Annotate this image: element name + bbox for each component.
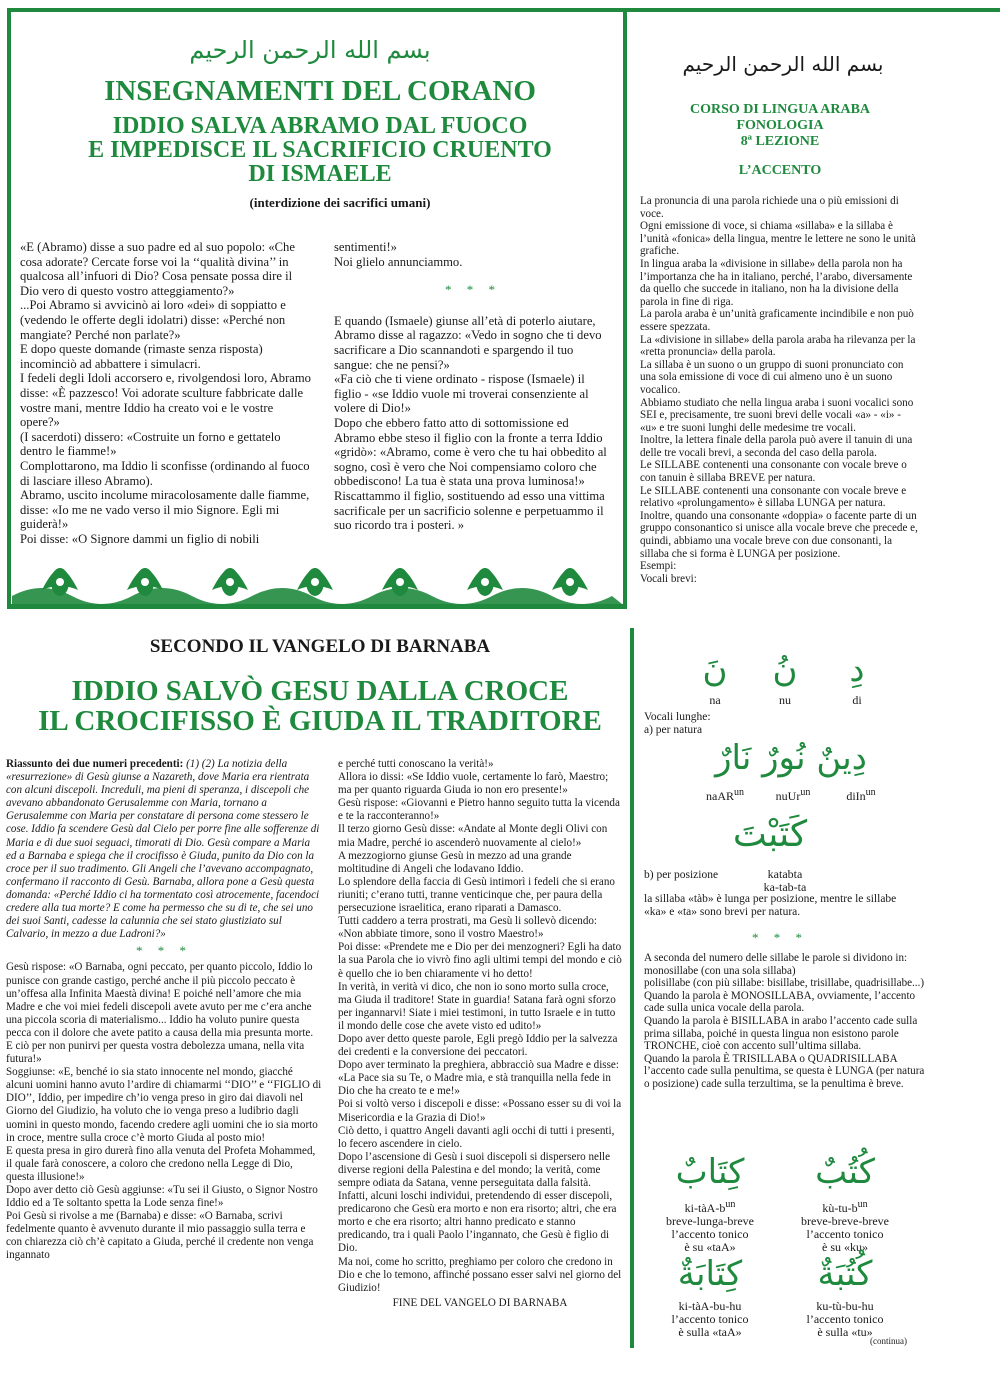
long-vowel-diin (826, 786, 896, 803)
continua-label: (continua) (870, 1336, 907, 1346)
barnaba-paragraph: Dopo l’ascensione di Gesù i suoi discepoli si dispersero nelle diverse regioni della Palestina e del mondo; la verità, come sempre odiata da Satana, venne perseguitata dalla falsità. (338, 1150, 611, 1189)
barnaba-paragraph: Dopo aver detto queste parole, Egli pregò Iddio per la salvezza dei credenti e la conversione dei peccatori. (338, 1032, 618, 1059)
corso-paragraph: Inoltre, la lettera finale della parola può avere il tanuin di una delle tre vocali brevi, a seconda del caso della parola. (640, 434, 913, 459)
barnaba-title-1: IDDIO SALVÒ GESU DALLA CROCE (71, 675, 569, 707)
barnaba-title-2: IL CROCIFISSO È GIUDA IL TRADITORE (38, 705, 602, 737)
quran-paragraph: «Fa ciò che ti viene ordinato - rispose (Ismaele) il figlio - «se Iddio vuole mi troverai consenziente al volere di Dio!» (334, 372, 589, 416)
barnaba-paragraph: e perché tutti conoscano la verità!» (338, 758, 494, 770)
example-kitaab (640, 1152, 780, 1254)
example-quantity: breve-breve-breve (801, 1214, 889, 1228)
quran-note: (interdizione dei sacrifici umani) (249, 195, 431, 210)
quran-paragraph: Poi disse: «O Signore dammi un figlio di nobili (20, 531, 260, 546)
corso-paragraph: Le SILLABE contenenti una consonante con vocale breve o con tanuin è sillaba BREVE per natura. (640, 459, 907, 485)
quran-paragraph: Abramo, uscito incolume miracolosamente dalle fiamme, disse: «Io me ne vado verso il mio Signore. Egli mi guiderà!» (20, 488, 310, 532)
quran-column-1 (20, 240, 314, 546)
quran-paragraph: ...Poi Abramo si avvicinò ai loro «dei» di soppiatto e (vedendo le offerte degli idolatri) disse: «Perché non mangiate? Perché non parlate?» (20, 298, 286, 342)
corso-paragraph: A seconda del numero delle sillabe le parole si dividono in: (644, 952, 908, 964)
example-arabic: كِتَابٌ (675, 1152, 745, 1192)
quran-paragraph: sentimenti!» (334, 240, 397, 254)
long-vowel-diin-sup: un (865, 787, 876, 798)
barnaba-paragraph: E questa presa in giro durerà fino alla venuta del Profeta Mohammed, il quale farà conoscere, a coloro che credono nella Legge di Dio, questa illusione!» (6, 1144, 316, 1183)
per-posizione-label: b) per posizione (644, 869, 719, 881)
example-kutub (775, 1152, 915, 1254)
barnaba-paragraph: Tutti caddero a terra prostrati, ma Gesù li sollevò dicendo: «Non abbiate timore, sono il vostro Maestro!» (338, 915, 597, 941)
corso-divider-line (630, 628, 634, 1348)
corso-title-2: FONOLOGIA (736, 118, 824, 133)
katabta-syllables: ka-tab-ta (763, 880, 807, 894)
quran-paragraph: «E (Abramo) disse a suo padre ed al suo popolo: «Che cosa adorate? Cercate forse voi la ‘‘qualità divina’’ in qualcosa all’infuori di Dio? Cosa pensate possa dire il Dio vero di questo vostro atteggiamento?» (20, 240, 295, 298)
barnaba-paragraph: Infatti, alcuni loschi individui, pretendendo di esser discepoli, predicarono che Gesù era morto e non era risorto; altri, che era morto e che era risorto; altri hanno predicato e stanno predicando, tra i quali Paolo l’ingannato, che Gesù è figlio di Dio. (338, 1190, 617, 1255)
corso-paragraph: In lingua araba la «divisione in sillabe» della parola non ha l’importanza che ha in italiano, perché, l’arabo, diversamente da quello che succede in italiano, non ha la divisione della parola in fine di riga. (640, 257, 913, 308)
frame-middle-line (623, 8, 627, 608)
corso-paragraph: Abbiamo studiato che nella lingua araba i suoni vocalici sono SEI e, precisamente, tre suoni brevi delle vocali «a» - «i» - «u» e tre suoni lunghi delle medesime tre vocali. (640, 396, 914, 434)
corso-text (640, 195, 920, 585)
barnaba-separator-stars: * * * (136, 943, 192, 959)
barnaba-column-1 (6, 758, 322, 1263)
corso-text-2 (644, 952, 926, 1091)
example-syllables-text: kù-tu-b (822, 1201, 858, 1215)
short-vowel-di: دِ (849, 650, 865, 690)
short-vowel-na-label: na (709, 693, 721, 707)
short-vowel-nu-label: nu (779, 693, 791, 707)
example-arabic: كُتُبٌ (815, 1152, 875, 1192)
barnaba-summary (6, 758, 322, 941)
example-accent-on: è su «ku» (822, 1240, 868, 1254)
short-vowel-nu: نُ (772, 650, 798, 690)
quran-separator-stars: * * * (445, 282, 501, 298)
corso-paragraph: Le SILLABE contenenti una consonante con vocale breve e relativo «prolungamento» è sillaba LUNGA per natura. (640, 484, 907, 510)
barnaba-paragraph: Il terzo giorno Gesù disse: «Andate al Monte degli Olivi con mia Madre, perché io ascenderò nuovamente al cielo!» (338, 823, 608, 849)
barnaba-end: FINE DEL VANGELO DI BARNABA (392, 1296, 568, 1309)
barnaba-heading: SECONDO IL VANGELO DI BARNABA (149, 636, 491, 657)
example-arabic: كُتُبَةٌ (817, 1254, 873, 1294)
per-natura-label: a) per natura (644, 724, 703, 736)
barnaba-paragraph: Lo splendore della faccia di Gesù intimorì i fedeli che si erano riuniti; c’erano tutti, tranne venticinque che, per paura della persecuzione israelitica, erano riparati a Damasco. (338, 875, 615, 915)
ornament-band (12, 560, 622, 604)
barnaba-paragraph: Gesù rispose: «O Barnaba, ogni peccato, per quanto piccolo, Iddio lo punisce con grande castigo, perché anche il più piccolo peccato è un’offesa alla Infinita Maestà divina! E poiché nell’amore che mia Madre e che voi miei fedeli discepoli avete avuto per me c’era anche una piccola scoria di materialismo... Iddio ha voluto punire questa pecca con il dolore che avete patito a causa della mia presunta morte. E ciò per non punirvi per questa vostra debolezza umana, nella vita futura!» (6, 961, 314, 1066)
basmala-corso: بسم الله الرحمن الرحيم (682, 52, 884, 76)
long-vowel-naar (690, 786, 760, 803)
long-vowel-nuur (758, 786, 828, 803)
vocali-lunghe-labels (644, 711, 794, 737)
quran-paragraph: I fedeli degli Idoli accorsero e, rivolgendosi loro, Abramo disse: «È pazzesco! Voi adorate sculture fabbricate dalle vostre mani, mentre Iddio ha creato voi e le vostre opere?» (20, 371, 311, 430)
example-kutuba (775, 1254, 915, 1339)
example-syllables: ki-tàA-bu-hu (678, 1299, 742, 1313)
long-vowel-naar-base: naAR (706, 789, 734, 803)
corso-separator-stars: * * * (752, 930, 808, 945)
quran-paragraph: E dopo queste domande (rimaste senza risposta) incominciò ad abbattere i simulacri. (20, 342, 263, 371)
frame-left-line (7, 8, 11, 608)
corso-paragraph: Quando la parola È TRISILLABA o QUADRISILLABA l’accento cade sulla penultima, se questa è LUNGA (per natura o posizione) cade sulla terzultima, se la penultima è breve. (644, 1052, 925, 1090)
barnaba-column-2 (338, 758, 622, 1310)
quran-paragraph: E quando (Ismaele) giunse all’età di poterlo aiutare, Abramo disse al ragazzo: «Vedo in sogno che ti devo sacrificare a Dio scannandoti e spargendo il tuo sangue: che ne pensi?» (334, 313, 602, 372)
basmala-quran: بسم الله الرحمن الرحيم (189, 36, 431, 64)
quran-subtitle-1: IDDIO SALVA ABRAMO DAL FUOCO (112, 113, 528, 139)
example-accent: l’accento tonico (806, 1227, 884, 1241)
corso-paragraph: polisillabe (con più sillabe: bisillabe, trisillabe, quadrisillabe...) (644, 977, 925, 990)
corso-title-1: CORSO DI LINGUA ARABA (689, 102, 871, 117)
barnaba-paragraph: Gesù rispose: «Giovanni e Pietro hanno seguito tutta la vicenda e te la racconteranno!» (338, 797, 620, 823)
quran-subtitle-3: DI ISMAELE (248, 161, 392, 187)
corso-paragraph: La «divisione in sillabe» della parola araba ha rilevanza per la «retta pronuncia» della parola. (640, 333, 916, 359)
long-vowels-arabic: دِينٌ نُورٌ نَارٌ (715, 738, 867, 778)
katabta-arabic: كَتَبْتَ (732, 814, 808, 855)
quran-subtitle-2: E IMPEDISCE IL SACRIFICIO CRUENTO (88, 137, 552, 163)
barnaba-paragraph: Dopo aver terminato la preghiera, abbracciò sua Madre e disse: «La Pace sia su Te, o Madre mia, e stà tranquilla nella fede in Dio che ha creato te e me!» (338, 1059, 619, 1098)
esempi-label: Esempi: (640, 560, 677, 573)
barnaba-paragraph: Poi disse: «Prendete me e Dio per dei menzogneri? Egli ha dato la sua Parola che io vivrò fino agli ultimi tempi del mondo e ciò è quello che io ben chiaramente vi ho detto! (338, 941, 622, 980)
corso-paragraph: Ogni emissione di voce, si chiama «sillaba» e la sillaba è l’unità «fonica» della lingua, mentre le lettere ne sono le unità grafiche. (640, 220, 916, 258)
corso-paragraph: monosillabe (con una sola sillaba) (644, 964, 796, 977)
barnaba-paragraph: Ciò detto, i quattro Angeli davanti agli occhi di tutti i presenti, lo fecero ascendere in cielo. (338, 1124, 615, 1150)
corso-paragraph: La parola araba è un’unità graficamente incindibile e non può essere spezzata. (640, 308, 914, 333)
long-vowel-nuur-sup: un (800, 787, 811, 798)
example-accent: l’accento tonico (806, 1312, 884, 1326)
quran-paragraph: Riscattammo il figlio, sostituendo ad esso una vittima sacrificale per un sacrificio solenne e perpetuammo il suo ricordo tra i posteri. » (334, 488, 605, 533)
corso-paragraph: Inoltre, quando una consonante «doppia» o facente parte di un gruppo consonantico si unisce alla vocale breve che precede e, quindi, abbiamo una vocale breve con due consonanti, la sillaba che si forma è LUNGA per posizione. (640, 509, 918, 560)
barnaba-paragraph: Allora io dissi: «Se Iddio vuole, certamente lo farò, Maestro; ma per quanto riguarda Giuda io non ero presente!» (338, 771, 609, 797)
example-kitaaba (640, 1254, 780, 1339)
example-syllables (640, 1198, 780, 1215)
ornament-vine-icon (12, 560, 622, 604)
frame-top-line (7, 8, 1000, 12)
katabta-note: la sillaba «tàb» è lunga per posizione, mentre le sillabe «ka» e «ta» sono brevi per natura. (644, 893, 897, 918)
quran-title: INSEGNAMENTI DEL CORANO (104, 75, 536, 107)
example-accent: l’accento tonico (671, 1312, 749, 1326)
quran-column-2 (334, 240, 612, 533)
corso-paragraph: La pronuncia di una parola richiede una o più emissioni di voce. (640, 195, 899, 220)
example-syllables: ku-tù-bu-hu (816, 1299, 874, 1313)
barnaba-paragraph: Ma noi, come ho scritto, preghiamo per coloro che credono in Dio e che lo temono, affinché possano esser salvi nel giorno del Giudizio! (338, 1255, 622, 1294)
example-accent-on: è su «taA» (684, 1240, 736, 1254)
example-syllables-sup: un (857, 1199, 868, 1210)
vocali-lunghe-label: Vocali lunghe: (644, 711, 711, 723)
example-accent-on: è sulla «taA» (678, 1325, 742, 1339)
summary-text: (1) (2) La notizia della «resurrezione» di Gesù giunse a Nazareth, dove Maria era rientrata con alcuni discepoli. Increduli, ma pieni di speranza, i discepoli che avevano abbandonato Gerusalemme con Maria, tornano a Gerusalemme con Maria per constatare di persona come stessero le cose. Iddio fa scendere Gesù dal Cielo per porre fine alle sofferenze di Maria e di due suoi seguaci, timorati di Dio. Gesù compare a Maria ed a Barnaba e spiega che il crocifisso è Giuda, punito da Dio con la croce per il suo tradimento. Gli Angeli che l’avevano accompagnato, confermano il racconto di Gesù. Barnaba, allora pone a Gesù questa domanda: «Perché Iddio ci ha tormentato così atrocemente, facendoci credere alla tua morte? E come ha permesso che su di te, che sei uno dei suoi Santi, cadesse la calunnia che sei stato giustiziato sul Calvario, in mezzo a due Ladroni?» (6, 758, 320, 941)
example-accent: l’accento tonico (671, 1227, 749, 1241)
corso-title-3: 8ª LEZIONE (740, 134, 820, 149)
short-vowel-di-label: di (852, 693, 862, 707)
katabta-label: katabta (767, 867, 803, 881)
corso-paragraph: La sillaba è un suono o un gruppo di suoni pronunciato con una sola emissione di voce di cui almeno uno è un suono vocalico. (640, 358, 904, 396)
quran-paragraph: Dopo che ebbero fatto atto di sottomissione ed Abramo ebbe steso il figlio con la fronte a terra Iddio «gridò»: «Abramo, come è vero che tu hai obbedito al sogno, così è vero che Noi compensiamo coloro che obbediscono! La tua è stata una prova luminosa!» (334, 415, 607, 489)
barnaba-paragraph: Soggiunse: «E, benché io sia stato innocente nel mondo, giacché alcuni uomini hanno avuto l’ardire di chiamarmi ‘‘DIO’’ e ‘‘FIGLIO di DIO’’, Iddio, per impedire ch’io venga preso in giro dai diavoli nel Giorno del Giudizio, ha voluto che io venga preso a ludibrio dagli uomini in questo mondo, facendo credere agli uomini che io sia morto in croce, mentre sulla croce c’è morto Giuda al posto mio! (6, 1066, 322, 1144)
example-syllables (775, 1198, 915, 1215)
corso-paragraph: Quando la parola è BISILLABA in arabo l’accento cade sulla prima sillaba, poiché in questa lingua non esistono parole TRONCHE, cioè con accento sull’ultima sillaba. (644, 1014, 918, 1053)
barnaba-paragraph: Poi si voltò verso i discepoli e disse: «Possano esser su di voi la Misericordia e la Grazia di Dio!» (338, 1098, 622, 1124)
short-vowel-na: نَ (702, 650, 728, 690)
quran-paragraph: (I sacerdoti) dissero: «Costruite un forno e gettatelo dentro le fiamme!» (20, 429, 281, 459)
frame-bottom-quran-line (7, 604, 627, 609)
quran-paragraph: Noi glielo annunciammo. (334, 254, 463, 269)
summary-label: Riassunto dei due numeri precedenti: (6, 758, 184, 770)
corso-paragraph: Quando la parola è MONOSILLABA, ovviamente, l’accento cade sulla unica vocale della parola. (644, 989, 916, 1015)
quran-paragraph: Complottarono, ma Iddio li sconfisse (ordinando al fuoco di lasciare illeso Abramo). (20, 458, 310, 488)
long-vowel-nuur-base: nuUr (775, 789, 801, 803)
long-vowel-naar-sup: un (734, 787, 744, 798)
example-syllables-text: ki-tàA-b (684, 1201, 726, 1215)
vocali-brevi-label: Vocali brevi: (640, 572, 697, 585)
accent-heading: L’ACCENTO (738, 163, 822, 178)
example-accent-on: è sulla «tu» (817, 1325, 873, 1339)
barnaba-paragraph: In verità, in verità vi dico, che non io sono morto sulla croce, ma Giuda il traditore! State in guardia! Satana farà ogni sforzo per ingannarvi! Siate i miei testimoni, in tutto Israele e in tutto il mondo delle cose che avete visto ed udito!» (338, 980, 616, 1032)
barnaba-paragraph: Dopo aver detto ciò Gesù aggiunse: «Tu sei il Giusto, o Signor Nostro Iddio ed a Te soltanto spetta la Lode senza fine!» (6, 1184, 318, 1210)
barnaba-paragraph: Poi Gesù si rivolse a me (Barnaba) e disse: «O Barnaba, scrivi fedelmente quanto è avvenuto durante il mio passaggio sulla terra e con chiarezza ciò ch’è capitato a Giuda, perché il credente non venga ingannato (6, 1210, 314, 1262)
barnaba-paragraph: A mezzogiorno giunse Gesù in mezzo ad una grande moltitudine di Angeli che lodavano Iddio. (338, 849, 572, 875)
example-arabic: كِتَابَةٌ (677, 1254, 743, 1294)
example-quantity: breve-lunga-breve (666, 1214, 754, 1228)
example-syllables-sup: un (725, 1199, 736, 1210)
long-vowel-diin-base: diIn (846, 789, 866, 803)
